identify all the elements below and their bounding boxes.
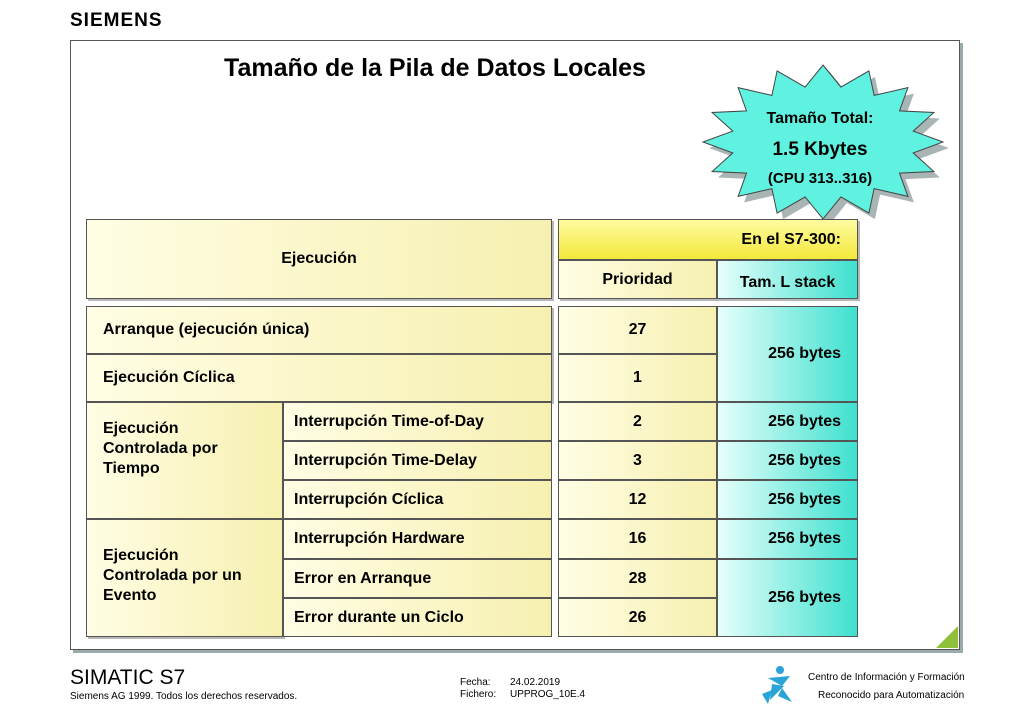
starburst-value: 1.5 Kbytes: [772, 139, 868, 160]
priority-time-delay: [558, 441, 717, 480]
priority-ciclica-value: 1: [633, 369, 642, 386]
group-time-controlled: [86, 402, 283, 519]
priority-time-of-day-value: 2: [633, 412, 642, 430]
starburst-cpu: (CPU 313..316): [767, 170, 873, 187]
priority-ciclica: [558, 354, 717, 402]
row-arranque: [86, 306, 552, 354]
priority-cyclic: [558, 480, 717, 519]
group-time-label: Ejecución Controlada por Tiempo: [103, 420, 218, 477]
row-startup-error-label: Error en Arranque: [294, 569, 432, 587]
stack-arranque-ciclica-value: 256 bytes: [768, 345, 841, 362]
header-execution: [86, 219, 552, 299]
row-time-of-day-label: Interrupción Time-of-Day: [294, 412, 484, 430]
stack-arranque-ciclica: [717, 306, 858, 402]
row-hardware-interrupt: [283, 519, 552, 559]
priority-cycle-error: [558, 598, 717, 637]
footer-copyright: Siemens AG 1999. Todos los derechos reservados.: [70, 691, 298, 702]
footer-fichero-value: UPPROG_10E.4: [510, 689, 586, 700]
stack-hardware-value: 256 bytes: [768, 530, 841, 547]
row-arranque-label: Arranque (ejecución única): [103, 321, 310, 338]
row-ciclica: [86, 354, 552, 402]
starburst-label: Tamaño Total:: [766, 110, 874, 127]
stack-time-of-day-value: 256 bytes: [768, 412, 841, 430]
row-time-of-day: [283, 402, 552, 441]
page-corner-fold: [936, 626, 958, 648]
row-cycle-error: [283, 598, 552, 637]
header-priority: [558, 260, 717, 299]
header-s7-300: [558, 219, 858, 260]
stack-hardware: [717, 519, 858, 559]
siemens-logo-text: SIEMENS: [70, 10, 163, 31]
footer-fecha-label: Fecha:: [460, 677, 491, 688]
row-time-delay-label: Interrupción Time-Delay: [294, 451, 477, 469]
row-time-delay: [283, 441, 552, 480]
header-priority-label: Prioridad: [602, 270, 673, 288]
priority-time-delay-value: 3: [633, 451, 642, 469]
priority-startup-error-value: 28: [628, 569, 647, 587]
page-title: Tamaño de la Pila de Datos Locales: [224, 54, 646, 82]
footer-product: SIMATIC S7: [70, 666, 186, 689]
training-center-icon: [760, 664, 794, 706]
priority-arranque-value: 27: [628, 321, 647, 338]
header-stack-size-label: Tam. L stack: [739, 273, 836, 291]
footer-fichero-label: Fichero:: [460, 689, 497, 700]
header-stack-size: [717, 260, 858, 299]
priority-cycle-error-value: 26: [628, 608, 647, 626]
stack-time-delay-value: 256 bytes: [768, 451, 841, 469]
row-cycle-error-label: Error durante un Ciclo: [294, 608, 464, 626]
row-startup-error: [283, 559, 552, 598]
row-hardware-interrupt-label: Interrupción Hardware: [294, 530, 465, 547]
priority-hardware-value: 16: [628, 530, 647, 547]
footer-center-line1: Centro de Información y Formación: [808, 672, 965, 683]
stack-cyclic: [717, 480, 858, 519]
priority-time-of-day: [558, 402, 717, 441]
stack-time-delay: [717, 441, 858, 480]
stack-time-of-day: [717, 402, 858, 441]
stack-errors-value: 256 bytes: [768, 589, 841, 606]
header-execution-label: Ejecución: [281, 250, 357, 267]
row-cyclic-interrupt-label: Interrupción Cíclica: [294, 490, 444, 508]
stack-errors: [717, 559, 858, 637]
footer-center-line2: Reconocido para Automatización: [818, 690, 965, 701]
priority-hardware: [558, 519, 717, 559]
group-event-controlled: [86, 519, 283, 637]
group-event-label: Ejecución Controlada por un Evento: [103, 547, 242, 604]
priority-startup-error: [558, 559, 717, 598]
row-cyclic-interrupt: [283, 480, 552, 519]
priority-arranque: [558, 306, 717, 354]
footer-fecha-value: 24.02.2019: [510, 677, 561, 688]
header-s7-300-label: En el S7-300:: [741, 230, 841, 248]
priority-cyclic-value: 12: [628, 490, 647, 508]
row-ciclica-label: Ejecución Cíclica: [103, 369, 235, 386]
stack-cyclic-value: 256 bytes: [768, 490, 841, 508]
